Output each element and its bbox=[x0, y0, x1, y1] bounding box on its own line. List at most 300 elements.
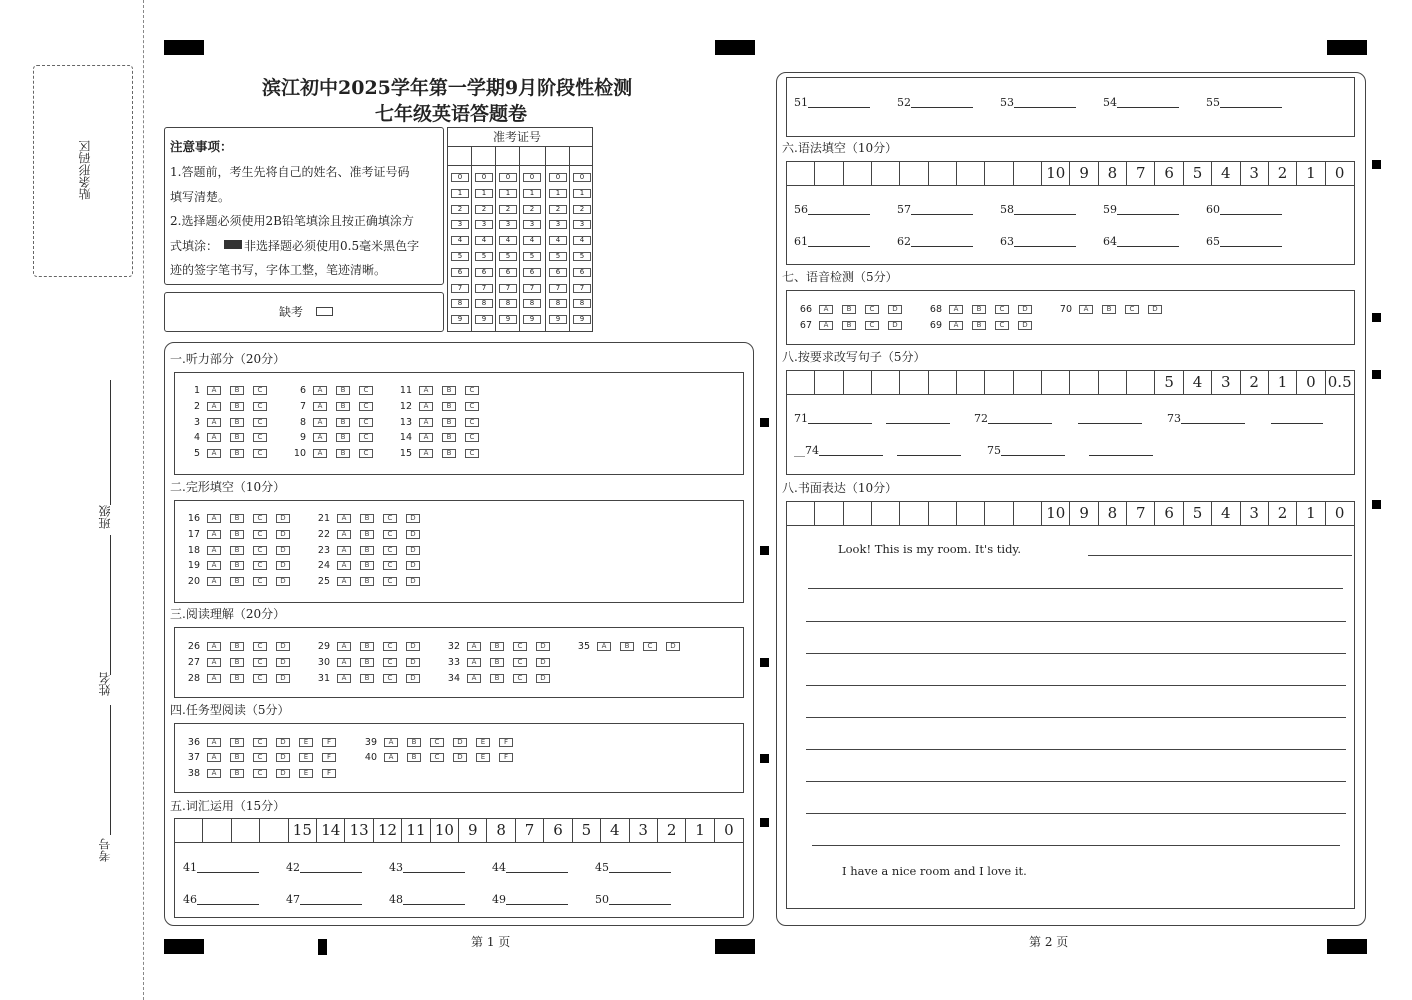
question-number: 68 bbox=[929, 304, 942, 315]
exam-id-bubble[interactable]: 1 bbox=[549, 189, 567, 198]
blank-44[interactable]: 44 bbox=[492, 862, 568, 873]
option-bubble-C[interactable]: C bbox=[995, 321, 1009, 330]
exam-id-bubble[interactable]: 9 bbox=[523, 315, 541, 324]
option-bubble-A[interactable]: A bbox=[337, 514, 351, 523]
exam-id-bubble[interactable]: 4 bbox=[573, 236, 591, 245]
exam-id-bubble[interactable]: 5 bbox=[523, 252, 541, 261]
option-bubble-B[interactable]: B bbox=[972, 321, 986, 330]
option-bubble-A[interactable]: A bbox=[207, 769, 221, 778]
option-bubble-E[interactable]: E bbox=[476, 753, 490, 762]
option-bubble-C[interactable]: C bbox=[465, 418, 479, 427]
option-bubble-B[interactable]: B bbox=[442, 433, 456, 442]
score-empty-cell bbox=[1070, 371, 1098, 394]
option-bubble-B[interactable]: B bbox=[230, 561, 244, 570]
option-bubble-B[interactable]: B bbox=[336, 386, 350, 395]
option-bubble-B[interactable]: B bbox=[490, 674, 504, 683]
exam-id-bubble[interactable]: 0 bbox=[499, 173, 517, 182]
option-bubble-B[interactable]: B bbox=[1102, 305, 1116, 314]
option-bubble-C[interactable]: C bbox=[513, 658, 527, 667]
option-bubble-B[interactable]: B bbox=[360, 674, 374, 683]
option-bubble-C[interactable]: C bbox=[359, 386, 373, 395]
option-bubble-A[interactable]: A bbox=[337, 577, 351, 586]
exam-id-bubble[interactable]: 2 bbox=[573, 205, 591, 214]
option-bubble-D[interactable]: D bbox=[276, 530, 290, 539]
option-bubble-D[interactable]: D bbox=[276, 514, 290, 523]
option-bubble-C[interactable]: C bbox=[253, 738, 267, 747]
exam-id-bubble[interactable]: 6 bbox=[573, 268, 591, 277]
writing-line[interactable] bbox=[808, 588, 1343, 589]
blank-73[interactable]: 73 bbox=[1167, 413, 1323, 424]
option-bubble-B[interactable]: B bbox=[230, 386, 244, 395]
option-bubble-A[interactable]: A bbox=[384, 753, 398, 762]
blank-62[interactable]: 62 bbox=[897, 236, 973, 247]
option-bubble-A[interactable]: A bbox=[337, 642, 351, 651]
option-bubble-B[interactable]: B bbox=[842, 321, 856, 330]
option-bubble-C[interactable]: C bbox=[865, 321, 879, 330]
option-bubble-C[interactable]: C bbox=[253, 561, 267, 570]
option-bubble-D[interactable]: D bbox=[276, 738, 290, 747]
option-bubble-D[interactable]: D bbox=[276, 674, 290, 683]
option-bubble-A[interactable]: A bbox=[207, 738, 221, 747]
option-bubble-B[interactable]: B bbox=[230, 642, 244, 651]
option-bubble-A[interactable]: A bbox=[467, 674, 481, 683]
option-bubble-B[interactable]: B bbox=[360, 642, 374, 651]
score-cell: 7 bbox=[1127, 162, 1155, 185]
option-bubble-C[interactable]: C bbox=[465, 386, 479, 395]
exam-id-bubble[interactable]: 3 bbox=[475, 220, 493, 229]
exam-id-bubble[interactable]: 2 bbox=[523, 205, 541, 214]
option-bubble-B[interactable]: B bbox=[230, 674, 244, 683]
option-bubble-C[interactable]: C bbox=[465, 402, 479, 411]
option-bubble-A[interactable]: A bbox=[949, 321, 963, 330]
exam-id-bubble[interactable]: 8 bbox=[475, 299, 493, 308]
writing-line[interactable] bbox=[806, 749, 1346, 750]
exam-id-bubble[interactable]: 3 bbox=[499, 220, 517, 229]
option-bubble-F[interactable]: F bbox=[499, 738, 513, 747]
vocab-score-bar bbox=[174, 818, 744, 843]
exam-id-bubble[interactable]: 9 bbox=[475, 315, 493, 324]
writing-line[interactable] bbox=[1088, 555, 1352, 556]
option-bubble-D[interactable]: D bbox=[406, 674, 420, 683]
writing-line[interactable] bbox=[806, 621, 1346, 622]
option-bubble-F[interactable]: F bbox=[322, 753, 336, 762]
option-bubble-D[interactable]: D bbox=[406, 530, 420, 539]
option-bubble-B[interactable]: B bbox=[442, 402, 456, 411]
option-bubble-A[interactable]: A bbox=[337, 658, 351, 667]
option-bubble-D[interactable]: D bbox=[536, 642, 550, 651]
option-bubble-C[interactable]: C bbox=[359, 402, 373, 411]
option-bubble-C[interactable]: C bbox=[253, 386, 267, 395]
option-bubble-E[interactable]: E bbox=[299, 738, 313, 747]
question-number: 1 bbox=[193, 385, 200, 396]
exam-id-bubble[interactable]: 5 bbox=[451, 252, 469, 261]
option-bubble-C[interactable]: C bbox=[359, 418, 373, 427]
exam-id-bubble[interactable]: 5 bbox=[573, 252, 591, 261]
option-bubble-D[interactable]: D bbox=[1148, 305, 1162, 314]
option-bubble-C[interactable]: C bbox=[253, 753, 267, 762]
exam-id-bubble[interactable]: 1 bbox=[451, 189, 469, 198]
option-bubble-B[interactable]: B bbox=[620, 642, 634, 651]
option-bubble-A[interactable]: A bbox=[313, 386, 327, 395]
option-bubble-B[interactable]: B bbox=[407, 738, 421, 747]
option-bubble-C[interactable]: C bbox=[253, 577, 267, 586]
option-bubble-B[interactable]: B bbox=[360, 530, 374, 539]
blank-61[interactable]: 61 bbox=[794, 236, 870, 247]
score-cell: 2 bbox=[1241, 371, 1269, 394]
mcq-q8 bbox=[286, 418, 382, 428]
option-bubble-B[interactable]: B bbox=[360, 546, 374, 555]
blank-52[interactable]: 52 bbox=[897, 97, 973, 108]
exam-id-bubble[interactable]: 9 bbox=[573, 315, 591, 324]
filled-sample bbox=[224, 240, 242, 249]
exam-id-bubble[interactable]: 4 bbox=[451, 236, 469, 245]
exam-id-bubble[interactable]: 7 bbox=[573, 284, 591, 293]
option-bubble-B[interactable]: B bbox=[442, 449, 456, 458]
option-bubble-A[interactable]: A bbox=[819, 305, 833, 314]
option-bubble-A[interactable]: A bbox=[819, 321, 833, 330]
exam-id-bubble[interactable]: 8 bbox=[499, 299, 517, 308]
option-bubble-B[interactable]: B bbox=[230, 514, 244, 523]
option-bubble-A[interactable]: A bbox=[207, 530, 221, 539]
option-bubble-A[interactable]: A bbox=[207, 753, 221, 762]
option-bubble-F[interactable]: F bbox=[499, 753, 513, 762]
option-bubble-B[interactable]: B bbox=[360, 561, 374, 570]
blank-56[interactable]: 56 bbox=[794, 204, 870, 215]
page-2-label: 第 2 页 bbox=[1029, 935, 1069, 949]
option-bubble-A[interactable]: A bbox=[337, 674, 351, 683]
blank-49[interactable]: 49 bbox=[492, 894, 568, 905]
score-empty-cell bbox=[844, 162, 872, 185]
option-bubble-C[interactable]: C bbox=[1125, 305, 1139, 314]
option-bubble-C[interactable]: C bbox=[253, 418, 267, 427]
option-bubble-B[interactable]: B bbox=[442, 386, 456, 395]
question-number: 6 bbox=[299, 385, 306, 396]
option-bubble-C[interactable]: C bbox=[430, 738, 444, 747]
option-bubble-B[interactable]: B bbox=[230, 577, 244, 586]
option-bubble-A[interactable]: A bbox=[419, 418, 433, 427]
blank-55[interactable]: 55 bbox=[1206, 97, 1282, 108]
option-bubble-C[interactable]: C bbox=[253, 514, 267, 523]
option-bubble-B[interactable]: B bbox=[972, 305, 986, 314]
blank-53[interactable]: 53 bbox=[1000, 97, 1076, 108]
exam-id-bubble[interactable]: 3 bbox=[573, 220, 591, 229]
exam-id-bubble[interactable]: 7 bbox=[523, 284, 541, 293]
option-bubble-C[interactable]: C bbox=[359, 433, 373, 442]
blank-47[interactable]: 47 bbox=[286, 894, 362, 905]
score-cell: 5 bbox=[1184, 162, 1212, 185]
option-bubble-D[interactable]: D bbox=[276, 577, 290, 586]
exam-id-bubble[interactable]: 3 bbox=[549, 220, 567, 229]
blank-71[interactable]: 71 bbox=[794, 413, 950, 424]
option-bubble-A[interactable]: A bbox=[419, 449, 433, 458]
exam-id-bubble[interactable]: 6 bbox=[549, 268, 567, 277]
option-bubble-C[interactable]: C bbox=[513, 674, 527, 683]
option-bubble-C[interactable]: C bbox=[383, 658, 397, 667]
exam-id-bubble[interactable]: 6 bbox=[499, 268, 517, 277]
option-bubble-D[interactable]: D bbox=[276, 658, 290, 667]
option-bubble-D[interactable]: D bbox=[536, 658, 550, 667]
option-bubble-C[interactable]: C bbox=[383, 674, 397, 683]
option-bubble-C[interactable]: C bbox=[430, 753, 444, 762]
option-bubble-C[interactable]: C bbox=[643, 642, 657, 651]
option-bubble-A[interactable]: A bbox=[207, 514, 221, 523]
blank-50[interactable]: 50 bbox=[595, 894, 671, 905]
option-bubble-A[interactable]: A bbox=[207, 433, 221, 442]
option-bubble-B[interactable]: B bbox=[336, 418, 350, 427]
option-bubble-A[interactable]: A bbox=[207, 642, 221, 651]
option-bubble-D[interactable]: D bbox=[406, 514, 420, 523]
option-bubble-D[interactable]: D bbox=[406, 546, 420, 555]
option-bubble-A[interactable]: A bbox=[337, 546, 351, 555]
option-bubble-D[interactable]: D bbox=[276, 546, 290, 555]
option-bubble-A[interactable]: A bbox=[207, 577, 221, 586]
option-bubble-D[interactable]: D bbox=[453, 753, 467, 762]
exam-id-bubble[interactable]: 8 bbox=[451, 299, 469, 308]
exam-id-bubble[interactable]: 2 bbox=[475, 205, 493, 214]
writing-line[interactable] bbox=[806, 813, 1346, 814]
blank-63[interactable]: 63 bbox=[1000, 236, 1076, 247]
score-cell: 5 bbox=[1184, 502, 1212, 525]
option-bubble-C[interactable]: C bbox=[865, 305, 879, 314]
exam-id-bubble[interactable]: 3 bbox=[523, 220, 541, 229]
exam-id-bubble[interactable]: 8 bbox=[549, 299, 567, 308]
exam-id-bubble[interactable]: 7 bbox=[475, 284, 493, 293]
exam-id-bubble[interactable]: 8 bbox=[573, 299, 591, 308]
option-bubble-A[interactable]: A bbox=[1079, 305, 1093, 314]
writing-line[interactable] bbox=[806, 717, 1346, 718]
exam-id-bubble[interactable]: 9 bbox=[451, 315, 469, 324]
option-bubble-A[interactable]: A bbox=[207, 674, 221, 683]
exam-id-bubble[interactable]: 4 bbox=[549, 236, 567, 245]
option-bubble-C[interactable]: C bbox=[253, 546, 267, 555]
option-bubble-B[interactable]: B bbox=[230, 418, 244, 427]
section-phonetics: 七、语音检测（5分） bbox=[782, 270, 898, 284]
option-bubble-D[interactable]: D bbox=[888, 321, 902, 330]
option-bubble-A[interactable]: A bbox=[207, 386, 221, 395]
option-bubble-E[interactable]: E bbox=[299, 753, 313, 762]
option-bubble-C[interactable]: C bbox=[383, 514, 397, 523]
option-bubble-A[interactable]: A bbox=[313, 418, 327, 427]
exam-id-bubble[interactable]: 6 bbox=[523, 268, 541, 277]
option-bubble-A[interactable]: A bbox=[419, 433, 433, 442]
blank-43[interactable]: 43 bbox=[389, 862, 465, 873]
score-empty-cell bbox=[957, 162, 985, 185]
option-bubble-C[interactable]: C bbox=[383, 642, 397, 651]
score-cell: 15 bbox=[289, 819, 317, 842]
option-bubble-D[interactable]: D bbox=[276, 561, 290, 570]
exam-id-bubble[interactable]: 5 bbox=[475, 252, 493, 261]
option-bubble-C[interactable]: C bbox=[383, 530, 397, 539]
exam-id-bubble[interactable]: 0 bbox=[573, 173, 591, 182]
option-bubble-C[interactable]: C bbox=[383, 561, 397, 570]
option-bubble-A[interactable]: A bbox=[207, 658, 221, 667]
exam-id-bubble[interactable]: 7 bbox=[549, 284, 567, 293]
option-bubble-A[interactable]: A bbox=[467, 642, 481, 651]
option-bubble-E[interactable]: E bbox=[476, 738, 490, 747]
option-bubble-C[interactable]: C bbox=[253, 530, 267, 539]
blank-57[interactable]: 57 bbox=[897, 204, 973, 215]
exam-id-bubble[interactable]: 1 bbox=[499, 189, 517, 198]
option-bubble-C[interactable]: C bbox=[383, 546, 397, 555]
option-bubble-B[interactable]: B bbox=[490, 658, 504, 667]
option-bubble-A[interactable]: A bbox=[337, 530, 351, 539]
option-bubble-C[interactable]: C bbox=[253, 674, 267, 683]
question-number: 25 bbox=[317, 576, 330, 588]
option-bubble-C[interactable]: C bbox=[253, 449, 267, 458]
option-bubble-A[interactable]: A bbox=[313, 433, 327, 442]
blank-51[interactable]: 51 bbox=[794, 97, 870, 108]
exam-id-bubble[interactable]: 7 bbox=[451, 284, 469, 293]
exam-id-bubble[interactable]: 0 bbox=[451, 173, 469, 182]
blank-75[interactable]: 75 bbox=[987, 445, 1153, 456]
exam-id-bubble[interactable]: 0 bbox=[549, 173, 567, 182]
option-bubble-A[interactable]: A bbox=[384, 738, 398, 747]
option-bubble-A[interactable]: A bbox=[207, 449, 221, 458]
mcq-q2 bbox=[180, 402, 276, 412]
exam-id-bubble[interactable]: 4 bbox=[523, 236, 541, 245]
blank-42[interactable]: 42 bbox=[286, 862, 362, 873]
exam-id-bubble[interactable]: 9 bbox=[549, 315, 567, 324]
option-bubble-D[interactable]: D bbox=[888, 305, 902, 314]
exam-id-bubble[interactable]: 3 bbox=[451, 220, 469, 229]
blank-65[interactable]: 65 bbox=[1206, 236, 1282, 247]
option-bubble-A[interactable]: A bbox=[313, 402, 327, 411]
option-bubble-B[interactable]: B bbox=[230, 658, 244, 667]
blank-64[interactable]: 64 bbox=[1103, 236, 1179, 247]
option-bubble-A[interactable]: A bbox=[207, 561, 221, 570]
option-bubble-A[interactable]: A bbox=[207, 546, 221, 555]
option-bubble-A[interactable]: A bbox=[949, 305, 963, 314]
blank-74[interactable]: __74 bbox=[794, 445, 961, 456]
option-bubble-A[interactable]: A bbox=[337, 561, 351, 570]
option-bubble-C[interactable]: C bbox=[995, 305, 1009, 314]
option-bubble-A[interactable]: A bbox=[313, 449, 327, 458]
option-bubble-C[interactable]: C bbox=[359, 449, 373, 458]
option-bubble-B[interactable]: B bbox=[230, 530, 244, 539]
blank-59[interactable]: 59 bbox=[1103, 204, 1179, 215]
exam-id-bubble[interactable]: 2 bbox=[549, 205, 567, 214]
option-bubble-D[interactable]: D bbox=[536, 674, 550, 683]
blank-60[interactable]: 60 bbox=[1206, 204, 1282, 215]
option-bubble-B[interactable]: B bbox=[230, 433, 244, 442]
grid-line bbox=[447, 165, 593, 166]
exam-id-bubble[interactable]: 2 bbox=[499, 205, 517, 214]
option-bubble-C[interactable]: C bbox=[513, 642, 527, 651]
option-bubble-B[interactable]: B bbox=[360, 577, 374, 586]
option-bubble-C[interactable]: C bbox=[253, 402, 267, 411]
option-bubble-F[interactable]: F bbox=[322, 769, 336, 778]
exam-id-bubble[interactable]: 4 bbox=[475, 236, 493, 245]
option-bubble-C[interactable]: C bbox=[383, 577, 397, 586]
option-bubble-C[interactable]: C bbox=[253, 658, 267, 667]
option-bubble-C[interactable]: C bbox=[253, 769, 267, 778]
option-bubble-B[interactable]: B bbox=[442, 418, 456, 427]
option-bubble-B[interactable]: B bbox=[407, 753, 421, 762]
exam-id-bubble[interactable]: 2 bbox=[451, 205, 469, 214]
option-bubble-A[interactable]: A bbox=[467, 658, 481, 667]
marker bbox=[715, 40, 755, 55]
exam-id-bubble[interactable]: 7 bbox=[499, 284, 517, 293]
option-bubble-A[interactable]: A bbox=[207, 402, 221, 411]
option-bubble-C[interactable]: C bbox=[253, 642, 267, 651]
option-bubble-A[interactable]: A bbox=[419, 386, 433, 395]
writing-line[interactable] bbox=[806, 653, 1346, 654]
option-bubble-B[interactable]: B bbox=[230, 402, 244, 411]
option-bubble-C[interactable]: C bbox=[465, 433, 479, 442]
exam-id-bubble[interactable]: 6 bbox=[475, 268, 493, 277]
option-bubble-A[interactable]: A bbox=[207, 418, 221, 427]
exam-id-bubble[interactable]: 6 bbox=[451, 268, 469, 277]
option-bubble-E[interactable]: E bbox=[299, 769, 313, 778]
option-bubble-B[interactable]: B bbox=[230, 449, 244, 458]
blank-41[interactable]: 41 bbox=[183, 862, 259, 873]
option-bubble-B[interactable]: B bbox=[230, 753, 244, 762]
writing-line[interactable] bbox=[806, 685, 1346, 686]
blank-72[interactable]: 72 bbox=[974, 413, 1142, 424]
option-bubble-B[interactable]: B bbox=[230, 738, 244, 747]
option-bubble-B[interactable]: B bbox=[490, 642, 504, 651]
option-bubble-D[interactable]: D bbox=[406, 577, 420, 586]
option-bubble-A[interactable]: A bbox=[597, 642, 611, 651]
exam-id-bubble[interactable]: 9 bbox=[499, 315, 517, 324]
blank-46[interactable]: 46 bbox=[183, 894, 259, 905]
exam-id-bubble[interactable]: 1 bbox=[523, 189, 541, 198]
exam-id-bubble[interactable]: 0 bbox=[475, 173, 493, 182]
mcq-q36 bbox=[180, 738, 345, 748]
option-bubble-D[interactable]: D bbox=[276, 753, 290, 762]
exam-id-bubble[interactable]: 8 bbox=[523, 299, 541, 308]
score-cell: 3 bbox=[1212, 371, 1240, 394]
exam-id-bubble[interactable]: 1 bbox=[573, 189, 591, 198]
option-bubble-B[interactable]: B bbox=[360, 514, 374, 523]
option-bubble-C[interactable]: C bbox=[465, 449, 479, 458]
option-bubble-C[interactable]: C bbox=[253, 433, 267, 442]
option-bubble-D[interactable]: D bbox=[1018, 321, 1032, 330]
option-bubble-D[interactable]: D bbox=[406, 561, 420, 570]
blank-54[interactable]: 54 bbox=[1103, 97, 1179, 108]
option-bubble-B[interactable]: B bbox=[360, 658, 374, 667]
option-bubble-D[interactable]: D bbox=[1018, 305, 1032, 314]
option-bubble-B[interactable]: B bbox=[842, 305, 856, 314]
option-bubble-D[interactable]: D bbox=[666, 642, 680, 651]
blank-48[interactable]: 48 bbox=[389, 894, 465, 905]
option-bubble-B[interactable]: B bbox=[336, 433, 350, 442]
writing-line[interactable] bbox=[806, 781, 1346, 782]
option-bubble-B[interactable]: B bbox=[230, 546, 244, 555]
score-cell: 6 bbox=[544, 819, 572, 842]
exam-id-bubble[interactable]: 0 bbox=[523, 173, 541, 182]
option-bubble-B[interactable]: B bbox=[230, 769, 244, 778]
option-bubble-D[interactable]: D bbox=[406, 658, 420, 667]
exam-id-bubble[interactable]: 1 bbox=[475, 189, 493, 198]
option-bubble-A[interactable]: A bbox=[419, 402, 433, 411]
absent-checkbox[interactable] bbox=[316, 307, 333, 316]
option-bubble-D[interactable]: D bbox=[276, 769, 290, 778]
option-bubble-B[interactable]: B bbox=[336, 402, 350, 411]
writing-line[interactable] bbox=[812, 845, 1340, 846]
option-bubble-D[interactable]: D bbox=[453, 738, 467, 747]
exam-id-bubble[interactable]: 5 bbox=[549, 252, 567, 261]
option-bubble-D[interactable]: D bbox=[276, 642, 290, 651]
side-marker bbox=[1372, 500, 1381, 509]
option-bubble-F[interactable]: F bbox=[322, 738, 336, 747]
blank-45[interactable]: 45 bbox=[595, 862, 671, 873]
blank-58[interactable]: 58 bbox=[1000, 204, 1076, 215]
option-bubble-B[interactable]: B bbox=[336, 449, 350, 458]
exam-id-bubble[interactable]: 4 bbox=[499, 236, 517, 245]
exam-id-bubble[interactable]: 5 bbox=[499, 252, 517, 261]
option-bubble-D[interactable]: D bbox=[406, 642, 420, 651]
